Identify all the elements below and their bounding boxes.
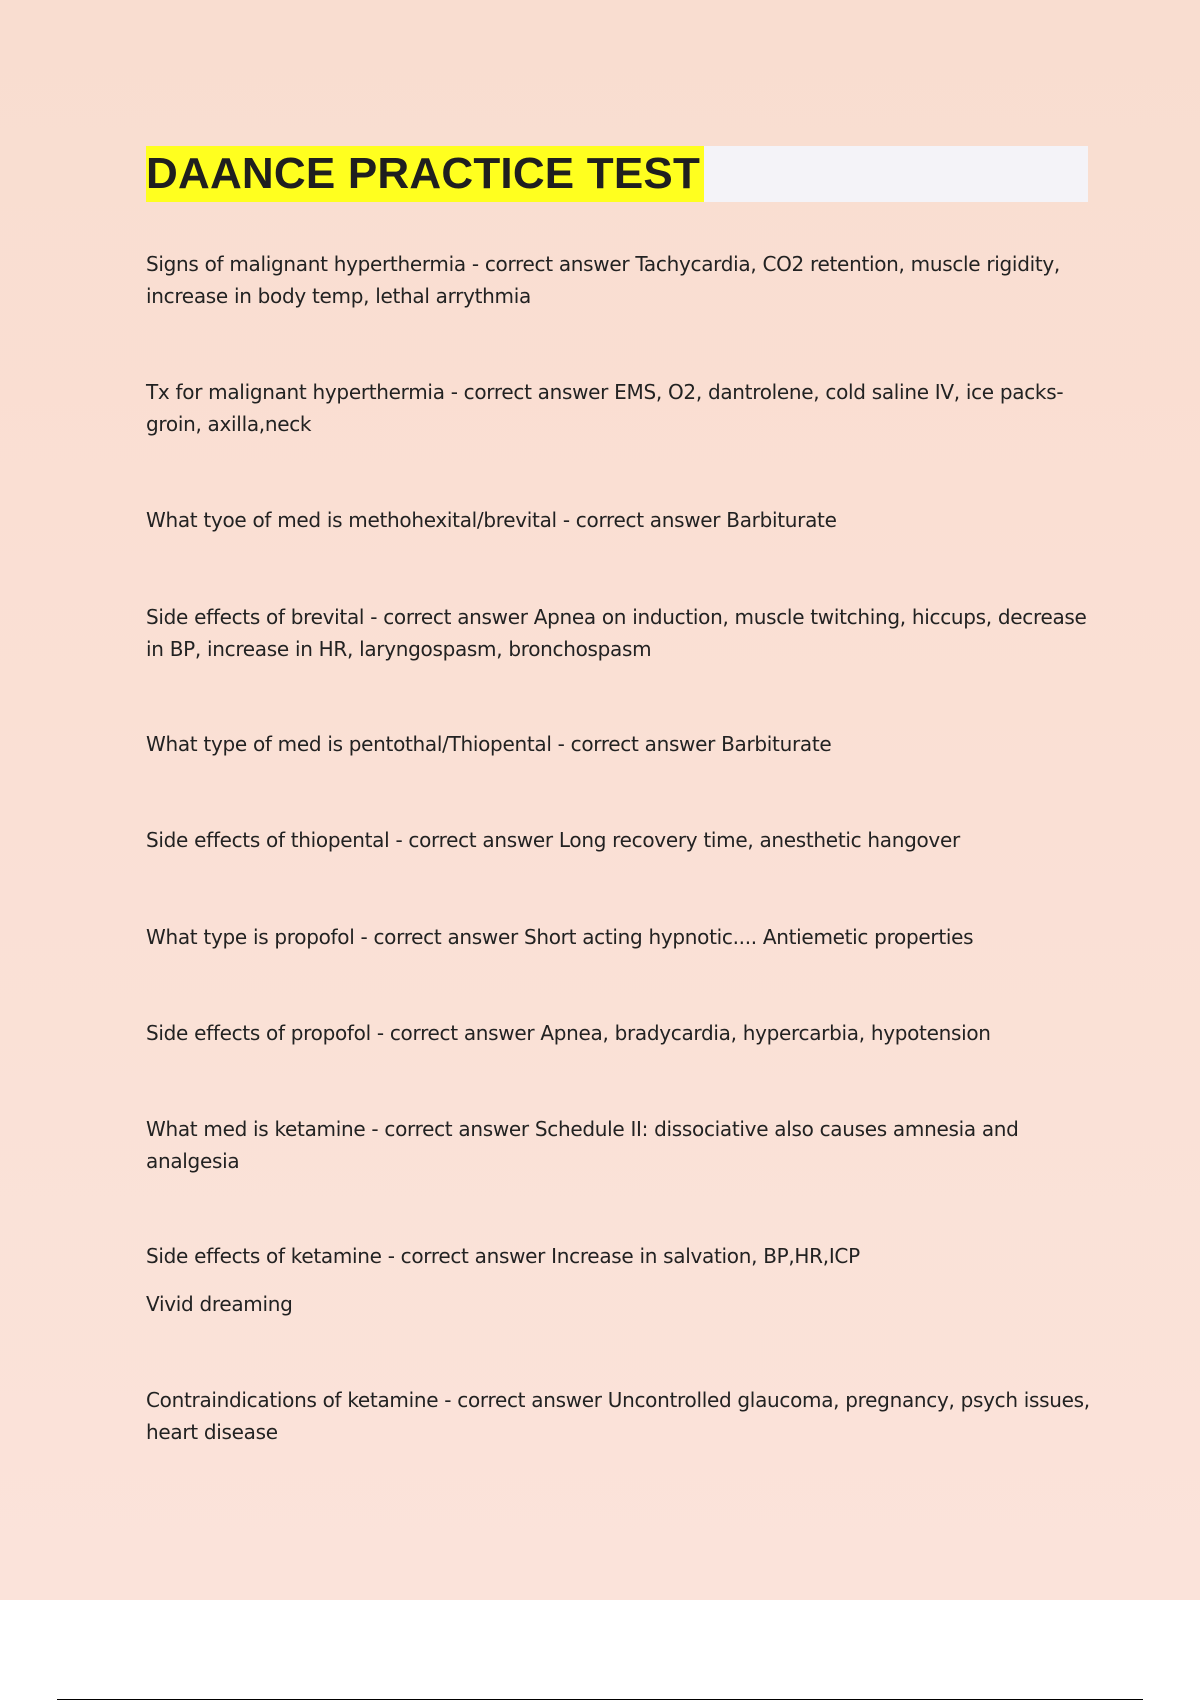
list-item [146,824,1096,921]
list-item [146,728,1096,824]
list-item [146,1017,1096,1113]
list-item [146,601,1096,728]
list-item [146,376,1096,504]
list-item [146,921,1096,1017]
qa-text: Side effects of ketamine - correct answer Increase in salvation, BP,HR,ICP [146,1244,860,1268]
qa-text: What type is propofol - correct answer Short acting hypnotic.... Antiemetic properties [146,925,974,949]
qa-text: Contraindications of ketamine - correct answer Uncontrolled glaucoma, pregnancy, psych issues, heart disease [146,1388,1090,1444]
page-title: DAANCE PRACTICE TEST [146,146,704,202]
qa-text: What med is ketamine - correct answer Schedule II: dissociative also causes amnesia and analgesia [146,1117,1019,1173]
list-item [146,248,1096,376]
qa-extra-text: Vivid dreaming [146,1292,293,1316]
qa-text: Tx for malignant hyperthermia - correct answer EMS, O2, dantrolene, cold saline IV, ice packs- groin, axilla,neck [146,380,1064,436]
qa-text: Signs of malignant hyperthermia - correct answer Tachycardia, CO2 retention, muscle rigidity, increase in body temp, lethal arrythmia [146,252,1060,308]
list-item [146,1240,1096,1384]
qa-text: What type of med is pentothal/Thiopental - correct answer Barbiturate [146,732,832,756]
qa-text: Side effects of thiopental - correct answer Long recovery time, anesthetic hangover [146,828,960,852]
list-item [146,1384,1096,1480]
list-item [146,504,1096,601]
title-bar [146,146,1088,202]
qa-text: Side effects of propofol - correct answer Apnea, bradycardia, hypercarbia, hypotension [146,1021,991,1045]
qa-text: Side effects of brevital - correct answer Apnea on induction, muscle twitching, hiccups, decrease in BP, increase in HR, laryngospasm, bronchospasm [146,605,1087,661]
qa-text: What tyoe of med is methohexital/brevital - correct answer Barbiturate [146,508,837,532]
question-list [146,248,1096,1480]
list-item [146,1113,1096,1240]
